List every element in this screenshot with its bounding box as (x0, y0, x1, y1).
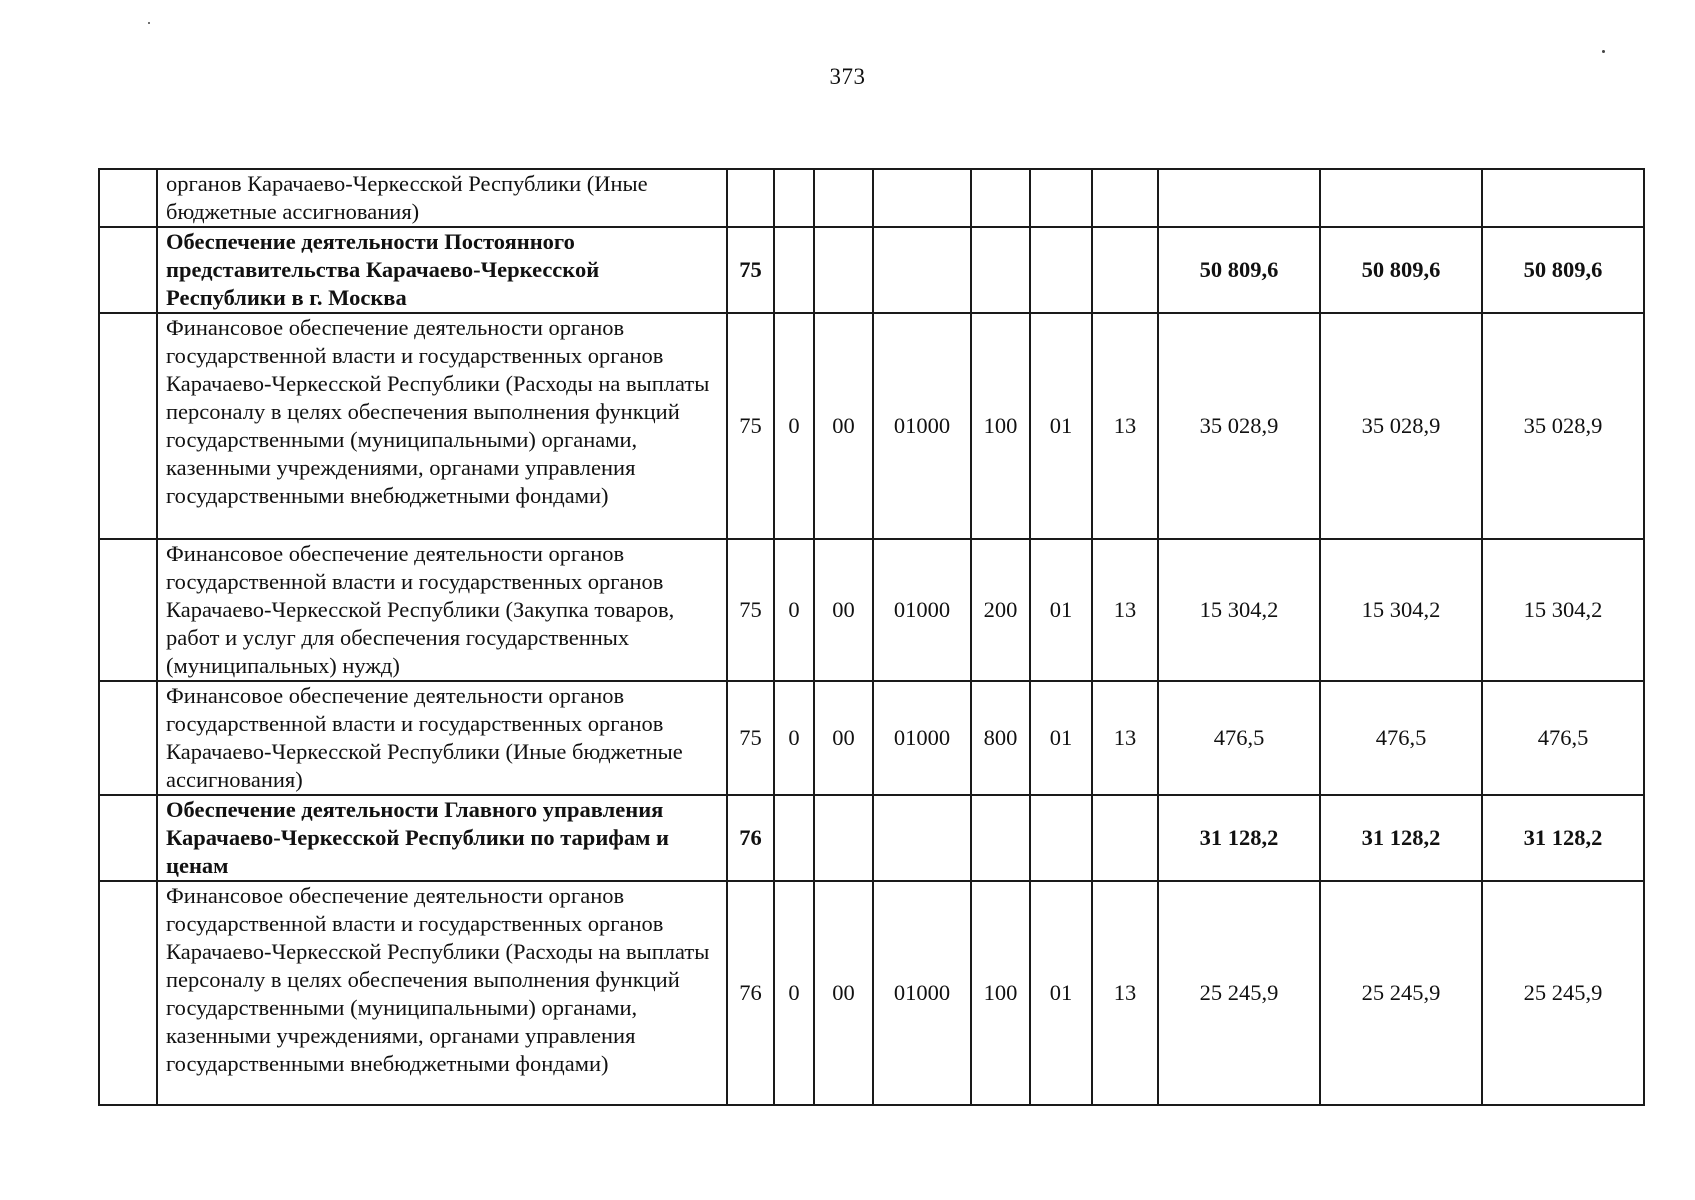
table-row (99, 227, 1644, 313)
code-cell-section: 01 (1030, 313, 1092, 539)
amount-year-3: 15 304,2 (1482, 539, 1644, 681)
code-cell-ministry: 75 (727, 227, 774, 313)
code-cell-ministry: 76 (727, 795, 774, 881)
code-cell-section: 01 (1030, 539, 1092, 681)
code-cell-section: 01 (1030, 881, 1092, 1105)
row-index-cell (99, 539, 157, 681)
amount-year-1: 31 128,2 (1158, 795, 1320, 881)
code-cell-subprogram: 00 (814, 681, 873, 795)
table-row (99, 881, 1644, 1105)
scan-speck (148, 22, 150, 24)
amount-year-3 (1482, 169, 1644, 227)
row-description: Обеспечение деятельности Постоянного представительства Карачаево-Черкесской Республики в г. Москва (157, 227, 727, 313)
code-cell-subprogram: 00 (814, 881, 873, 1105)
code-cell-direction: 01000 (873, 881, 971, 1105)
code-cell-program (774, 227, 814, 313)
amount-year-3: 476,5 (1482, 681, 1644, 795)
code-cell-expense-type: 100 (971, 313, 1030, 539)
code-cell-ministry: 75 (727, 681, 774, 795)
row-index-cell (99, 227, 157, 313)
table-row (99, 169, 1644, 227)
code-cell-expense-type: 800 (971, 681, 1030, 795)
page-number: 373 (829, 64, 866, 89)
row-index-cell (99, 795, 157, 881)
code-cell-direction (873, 227, 971, 313)
row-description: Обеспечение деятельности Главного управления Карачаево-Черкесской Республики по тарифам и ценам (157, 795, 727, 881)
table-row (99, 681, 1644, 795)
code-cell-subsection: 13 (1092, 539, 1158, 681)
code-cell-direction: 01000 (873, 539, 971, 681)
table-row (99, 795, 1644, 881)
code-cell-section (1030, 795, 1092, 881)
code-cell-ministry (727, 169, 774, 227)
code-cell-program: 0 (774, 539, 814, 681)
amount-year-2: 31 128,2 (1320, 795, 1482, 881)
amount-year-1: 25 245,9 (1158, 881, 1320, 1105)
table-row (99, 313, 1644, 539)
code-cell-section (1030, 227, 1092, 313)
row-description: Финансовое обеспечение деятельности органов государственной власти и государственных органов Карачаево-Черкесской Республики (Иные бюджетные ассигнования) (157, 681, 727, 795)
scan-speck (1602, 50, 1605, 53)
row-index-cell (99, 681, 157, 795)
code-cell-program: 0 (774, 681, 814, 795)
row-index-cell (99, 881, 157, 1105)
amount-year-1: 50 809,6 (1158, 227, 1320, 313)
code-cell-subsection: 13 (1092, 681, 1158, 795)
code-cell-program: 0 (774, 881, 814, 1105)
code-cell-expense-type (971, 227, 1030, 313)
budget-table (98, 168, 1645, 1106)
code-cell-direction (873, 169, 971, 227)
code-cell-subprogram (814, 169, 873, 227)
code-cell-subsection (1092, 227, 1158, 313)
code-cell-section: 01 (1030, 681, 1092, 795)
code-cell-expense-type (971, 795, 1030, 881)
code-cell-ministry: 75 (727, 539, 774, 681)
amount-year-2: 476,5 (1320, 681, 1482, 795)
code-cell-subsection: 13 (1092, 881, 1158, 1105)
amount-year-3: 25 245,9 (1482, 881, 1644, 1105)
code-cell-subsection (1092, 795, 1158, 881)
code-cell-direction: 01000 (873, 681, 971, 795)
amount-year-2: 50 809,6 (1320, 227, 1482, 313)
amount-year-1: 476,5 (1158, 681, 1320, 795)
code-cell-ministry: 75 (727, 313, 774, 539)
code-cell-subsection: 13 (1092, 313, 1158, 539)
amount-year-3: 35 028,9 (1482, 313, 1644, 539)
code-cell-program: 0 (774, 313, 814, 539)
row-index-cell (99, 169, 157, 227)
code-cell-subprogram (814, 795, 873, 881)
code-cell-section (1030, 169, 1092, 227)
code-cell-subprogram (814, 227, 873, 313)
code-cell-direction (873, 795, 971, 881)
code-cell-subprogram: 00 (814, 539, 873, 681)
code-cell-expense-type: 200 (971, 539, 1030, 681)
row-description: Финансовое обеспечение деятельности органов государственной власти и государственных органов Карачаево-Черкесской Республики (Расходы на выплаты персоналу в целях обеспечения выполнения функций государственными (муниципальными) органами, казенными учреждениями, органами управления государственными внебюджетными фондами) (157, 881, 727, 1105)
row-index-cell (99, 313, 157, 539)
amount-year-1 (1158, 169, 1320, 227)
code-cell-subprogram: 00 (814, 313, 873, 539)
amount-year-1: 15 304,2 (1158, 539, 1320, 681)
amount-year-2: 25 245,9 (1320, 881, 1482, 1105)
amount-year-1: 35 028,9 (1158, 313, 1320, 539)
code-cell-direction: 01000 (873, 313, 971, 539)
code-cell-program (774, 169, 814, 227)
amount-year-2: 15 304,2 (1320, 539, 1482, 681)
code-cell-program (774, 795, 814, 881)
amount-year-2 (1320, 169, 1482, 227)
amount-year-2: 35 028,9 (1320, 313, 1482, 539)
code-cell-subsection (1092, 169, 1158, 227)
row-description: Финансовое обеспечение деятельности органов государственной власти и государственных органов Карачаево-Черкесской Республики (Расходы на выплаты персоналу в целях обеспечения выполнения функций государственными (муниципальными) органами, казенными учреждениями, органами управления государственными внебюджетными фондами) (157, 313, 727, 539)
amount-year-3: 50 809,6 (1482, 227, 1644, 313)
code-cell-expense-type (971, 169, 1030, 227)
table-row (99, 539, 1644, 681)
code-cell-ministry: 76 (727, 881, 774, 1105)
amount-year-3: 31 128,2 (1482, 795, 1644, 881)
row-description: Финансовое обеспечение деятельности органов государственной власти и государственных органов Карачаево-Черкесской Республики (Закупка товаров, работ и услуг для обеспечения государственных (муниципальных) нужд) (157, 539, 727, 681)
code-cell-expense-type: 100 (971, 881, 1030, 1105)
row-description: органов Карачаево-Черкесской Республики (Иные бюджетные ассигнования) (157, 169, 727, 227)
